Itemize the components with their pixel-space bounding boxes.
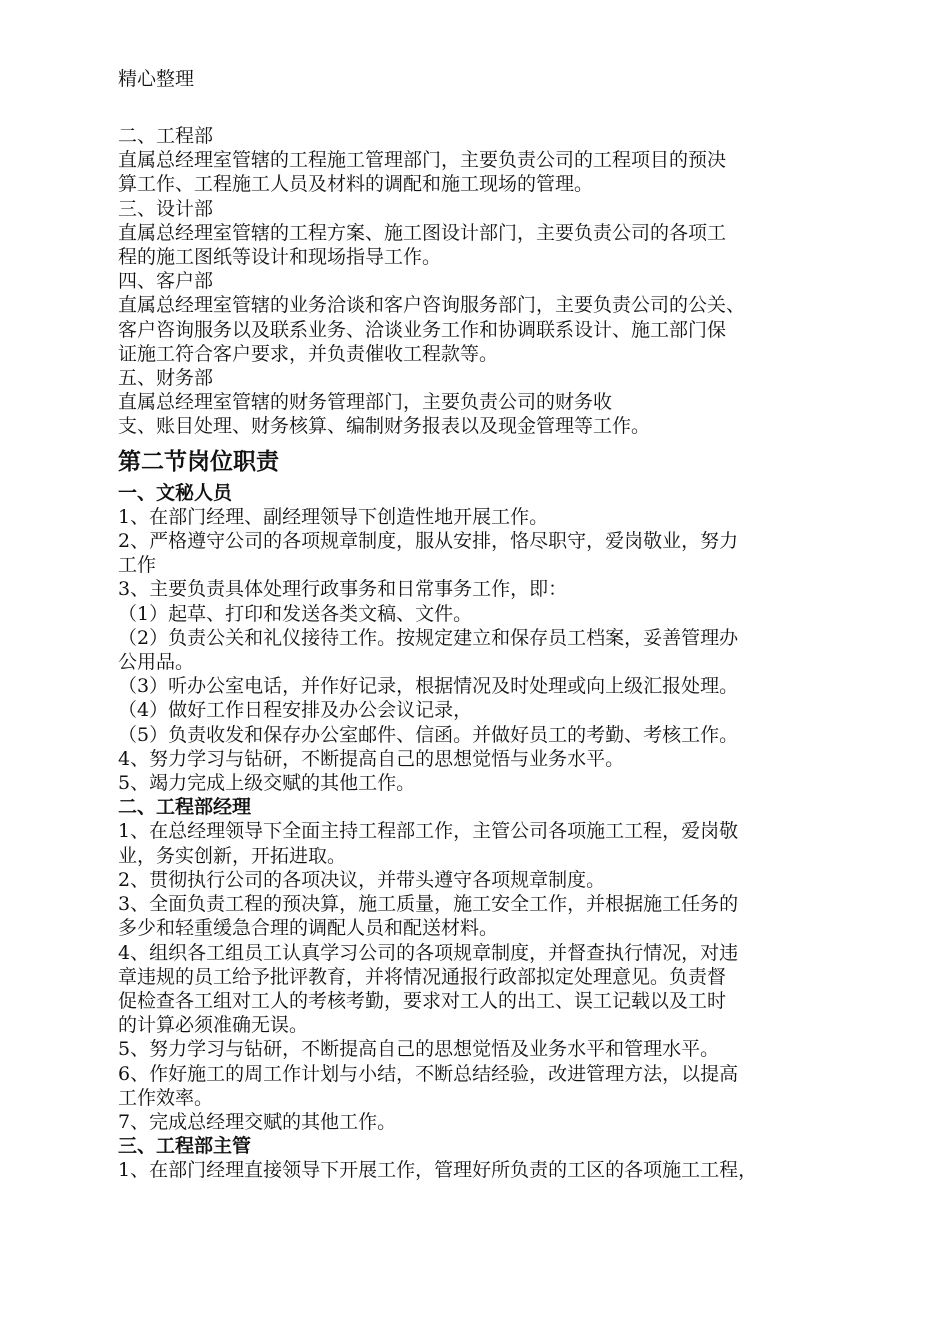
role-line: 5、竭力完成上级交赋的其他工作。 xyxy=(118,772,416,795)
role-line: 4、努力学习与钻研，不断提高自己的思想觉悟与业务水平。 xyxy=(118,747,625,770)
dept-line: 程的施工图纸等设计和现场指导工作。 xyxy=(118,246,442,269)
role-line: 1、在部门经理直接领导下开展工作，管理好所负责的工区的各项施工工程， xyxy=(118,1159,758,1182)
role-line: 6、作好施工的周工作计划与小结，不断总结经验，改进管理方法，以提高 xyxy=(118,1062,739,1085)
dept-title: 二、工程部 xyxy=(118,125,214,147)
role-line: 2、贯彻执行公司的各项决议，并带头遵守各项规章制度。 xyxy=(118,868,606,891)
dept-line: 支、账目处理、财务核算、编制财务报表以及现金管理等工作。 xyxy=(118,415,651,438)
page-header: 精心整理 xyxy=(118,68,195,90)
dept-title: 四、客户部 xyxy=(118,270,214,293)
role-line: 1、在部门经理、副经理领导下创造性地开展工作。 xyxy=(118,505,549,528)
role-line: 3、全面负责工程的预决算，施工质量，施工安全工作，并根据施工任务的 xyxy=(118,893,739,916)
dept-line: 算工作、工程施工人员及材料的调配和施工现场的管理。 xyxy=(118,173,594,196)
role-title: 二、工程部经理 xyxy=(118,796,252,819)
role-line: 2、严格遵守公司的各项规章制度，服从安排，恪尽职守，爱岗敬业，努力 xyxy=(118,530,739,553)
role-line: 的计算必须准确无误。 xyxy=(118,1014,309,1037)
dept-line: 直属总经理室管辖的工程施工管理部门，主要负责公司的工程项目的预决 xyxy=(118,149,727,172)
role-line: 公用品。 xyxy=(118,651,195,674)
dept-title: 三、设计部 xyxy=(118,197,214,220)
role-line: 5、努力学习与钻研，不断提高自己的思想觉悟及业务水平和管理水平。 xyxy=(118,1038,720,1061)
role-line: （5）负责收发和保存办公室邮件、信函。并做好员工的考勤、考核工作。 xyxy=(118,723,739,746)
role-title: 三、工程部主管 xyxy=(118,1135,252,1158)
role-engineering-manager xyxy=(118,795,858,1134)
dept-line: 客户咨询服务以及联系业务、洽谈业务工作和协调联系设计、施工部门保 xyxy=(118,318,727,341)
dept-line: 直属总经理室管辖的财务管理部门，主要负责公司的财务收 xyxy=(118,391,613,414)
section-heading: 第二节岗位职责 xyxy=(118,448,279,475)
role-line: （3）听办公室电话，并作好记录，根据情况及时处理或向上级汇报处理。 xyxy=(118,675,739,698)
role-line: （1）起草、打印和发送各类文稿、文件。 xyxy=(118,602,473,625)
role-line: 1、在总经理领导下全面主持工程部工作，主管公司各项施工工程，爱岗敬 xyxy=(118,820,739,843)
role-line: 多少和轻重缓急合理的调配人员和配送材料。 xyxy=(118,917,499,940)
role-title: 一、文秘人员 xyxy=(118,481,233,504)
role-line: （2）负责公关和礼仪接待工作。按规定建立和保存员工档案，妥善管理办 xyxy=(118,626,739,649)
dept-title: 五、财务部 xyxy=(118,367,214,390)
role-line: 4、组织各工组员工认真学习公司的各项规章制度，并督查执行情况，对违 xyxy=(118,941,739,964)
role-line: 7、完成总经理交赋的其他工作。 xyxy=(118,1110,397,1133)
dept-line: 直属总经理室管辖的业务洽谈和客户咨询服务部门，主要负责公司的公关、 xyxy=(118,294,746,317)
dept-line: 直属总经理室管辖的工程方案、施工图设计部门，主要负责公司的各项工 xyxy=(118,221,727,244)
department-list xyxy=(118,124,858,439)
role-engineering-supervisor xyxy=(118,1134,858,1182)
role-secretary xyxy=(118,481,858,796)
dept-line: 证施工符合客户要求，并负责催收工程款等。 xyxy=(118,342,499,365)
role-line: 工作效率。 xyxy=(118,1086,214,1109)
role-line: 工作 xyxy=(118,554,157,577)
document-page xyxy=(118,64,858,1183)
role-line: （4）做好工作日程安排及办公会议记录， xyxy=(118,699,473,722)
role-line: 业，务实创新，开拓进取。 xyxy=(118,844,347,867)
role-line: 3、主要负责具体处理行政事务和日常事务工作，即： xyxy=(118,578,568,601)
role-line: 章违规的员工给予批评教育，并将情况通报行政部拟定处理意见。负责督 xyxy=(118,965,727,988)
role-line: 促检查各工组对工人的考核考勤，要求对工人的出工、误工记载以及工时 xyxy=(118,989,727,1012)
